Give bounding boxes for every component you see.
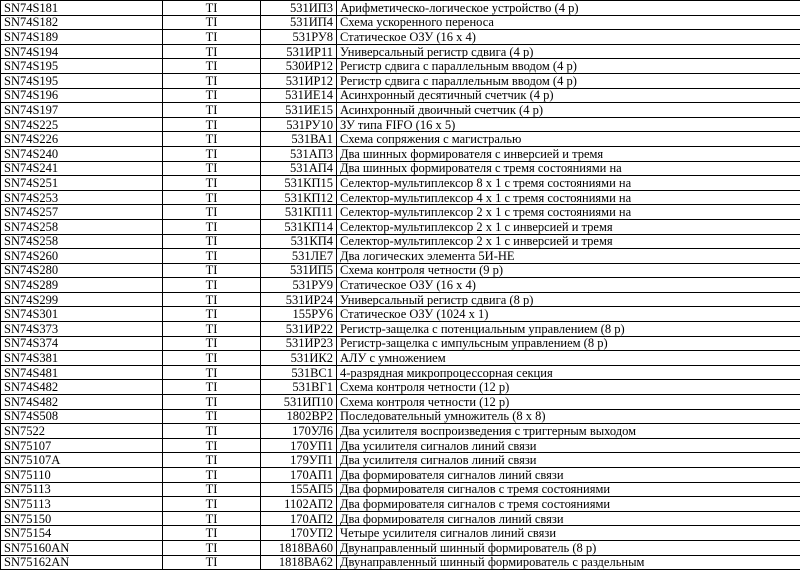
manufacturer-cell: TI — [163, 511, 261, 526]
part-number-cell: SN74S373 — [1, 322, 163, 337]
table-row — [1, 161, 800, 176]
part-number-cell: SN75107A — [1, 453, 163, 468]
analog-cell: 1818ВА60 — [261, 540, 337, 555]
description-cell: Два логических элемента 5И-НЕ — [337, 249, 800, 264]
analog-cell: 170УП2 — [261, 526, 337, 541]
manufacturer-cell: TI — [163, 205, 261, 220]
manufacturer-cell: TI — [163, 468, 261, 483]
part-number-cell: SN74S189 — [1, 30, 163, 45]
part-number-cell: SN74S301 — [1, 307, 163, 322]
manufacturer-cell: TI — [163, 219, 261, 234]
manufacturer-cell: TI — [163, 365, 261, 380]
manufacturer-cell: TI — [163, 176, 261, 191]
table-row — [1, 482, 800, 497]
part-number-cell: SN74S257 — [1, 205, 163, 220]
manufacturer-cell: TI — [163, 249, 261, 264]
analog-cell: 170УП1 — [261, 438, 337, 453]
analog-cell: 531КП4 — [261, 234, 337, 249]
analog-cell: 170УЛ6 — [261, 424, 337, 439]
analog-cell: 531ИК2 — [261, 351, 337, 366]
analog-cell: 531ИП4 — [261, 15, 337, 30]
manufacturer-cell: TI — [163, 322, 261, 337]
part-number-cell: SN74S195 — [1, 59, 163, 74]
description-cell: Регистр сдвига с параллельным вводом (4 р) — [337, 73, 800, 88]
analog-cell: 531АП3 — [261, 146, 337, 161]
description-cell: Статическое ОЗУ (16 x 4) — [337, 30, 800, 45]
manufacturer-cell: TI — [163, 307, 261, 322]
description-cell: Статическое ОЗУ (16 x 4) — [337, 278, 800, 293]
manufacturer-cell: TI — [163, 278, 261, 293]
description-cell: Четыре усилителя сигналов линий связи — [337, 526, 800, 541]
manufacturer-cell: TI — [163, 409, 261, 424]
description-cell: Селектор-мультиплексор 4 x 1 с тремя состояниями на — [337, 190, 800, 205]
manufacturer-cell: TI — [163, 59, 261, 74]
table-row — [1, 30, 800, 45]
manufacturer-cell: TI — [163, 424, 261, 439]
description-cell: Двунаправленный шинный формирователь с раздельным — [337, 555, 800, 570]
description-cell: Схема сопряжения с магистралью — [337, 132, 800, 147]
part-number-cell: SN75113 — [1, 497, 163, 512]
table-row — [1, 322, 800, 337]
table-row — [1, 307, 800, 322]
table-row — [1, 103, 800, 118]
manufacturer-cell: TI — [163, 88, 261, 103]
analog-cell: 155АП5 — [261, 482, 337, 497]
description-cell: Два усилителя воспроизведения с триггерным выходом — [337, 424, 800, 439]
description-cell: Асинхронный десятичный счетчик (4 р) — [337, 88, 800, 103]
table-row — [1, 409, 800, 424]
table-row — [1, 278, 800, 293]
description-cell: Универсальный регистр сдвига (8 р) — [337, 292, 800, 307]
description-cell: Селектор-мультиплексор 8 x 1 с тремя состояниями на — [337, 176, 800, 191]
description-cell: Регистр-защелка с потенциальным управлением (8 р) — [337, 322, 800, 337]
manufacturer-cell: TI — [163, 263, 261, 278]
description-cell: Два формирователя сигналов линий связи — [337, 468, 800, 483]
table-row — [1, 424, 800, 439]
part-number-cell: SN74S197 — [1, 103, 163, 118]
analog-cell: 531АП4 — [261, 161, 337, 176]
manufacturer-cell: TI — [163, 234, 261, 249]
manufacturer-cell: TI — [163, 161, 261, 176]
analog-cell: 155РУ6 — [261, 307, 337, 322]
table-row — [1, 190, 800, 205]
manufacturer-cell: TI — [163, 30, 261, 45]
analog-cell: 531ВА1 — [261, 132, 337, 147]
part-number-cell: SN74S481 — [1, 365, 163, 380]
manufacturer-cell: TI — [163, 117, 261, 132]
description-cell: Статическое ОЗУ (1024 x 1) — [337, 307, 800, 322]
part-number-cell: SN74S240 — [1, 146, 163, 161]
part-number-cell: SN74S253 — [1, 190, 163, 205]
analog-cell: 531ЛЕ7 — [261, 249, 337, 264]
manufacturer-cell: TI — [163, 482, 261, 497]
table-row — [1, 380, 800, 395]
analog-cell: 531КП11 — [261, 205, 337, 220]
analog-cell: 531РУ10 — [261, 117, 337, 132]
manufacturer-cell: TI — [163, 438, 261, 453]
manufacturer-cell: TI — [163, 351, 261, 366]
manufacturer-cell: TI — [163, 190, 261, 205]
manufacturer-cell: TI — [163, 146, 261, 161]
analog-cell: 531ИР24 — [261, 292, 337, 307]
manufacturer-cell: TI — [163, 555, 261, 570]
table-row — [1, 1, 800, 16]
description-cell: Два шинных формирователя с инверсией и тремя — [337, 146, 800, 161]
analog-cell: 531ИЕ14 — [261, 88, 337, 103]
table-row — [1, 263, 800, 278]
part-number-cell: SN74S280 — [1, 263, 163, 278]
table-row — [1, 336, 800, 351]
table-row — [1, 497, 800, 512]
table-row — [1, 44, 800, 59]
description-cell: Регистр сдвига с параллельным вводом (4 р) — [337, 59, 800, 74]
part-number-cell: SN74S225 — [1, 117, 163, 132]
part-number-cell: SN74S258 — [1, 219, 163, 234]
part-number-cell: SN75160AN — [1, 540, 163, 555]
description-cell: 4-разрядная микропроцессорная секция — [337, 365, 800, 380]
description-cell: Селектор-мультиплексор 2 x 1 с инверсией и тремя — [337, 219, 800, 234]
part-number-cell: SN74S251 — [1, 176, 163, 191]
part-number-cell: SN74S258 — [1, 234, 163, 249]
manufacturer-cell: TI — [163, 44, 261, 59]
table-row — [1, 555, 800, 570]
table-row — [1, 526, 800, 541]
table-row — [1, 438, 800, 453]
table-row — [1, 453, 800, 468]
manufacturer-cell: TI — [163, 73, 261, 88]
analog-cell: 531ВС1 — [261, 365, 337, 380]
table-row — [1, 132, 800, 147]
table-row — [1, 292, 800, 307]
table-row — [1, 88, 800, 103]
table-row — [1, 540, 800, 555]
description-cell: Два формирователя сигналов с тремя состояниями — [337, 497, 800, 512]
table-row — [1, 117, 800, 132]
part-number-cell: SN75154 — [1, 526, 163, 541]
description-cell: Два усилителя сигналов линий связи — [337, 438, 800, 453]
part-number-cell: SN74S195 — [1, 73, 163, 88]
manufacturer-cell: TI — [163, 292, 261, 307]
description-cell: Арифметическо-логическое устройство (4 р) — [337, 1, 800, 16]
part-number-cell: SN75150 — [1, 511, 163, 526]
manufacturer-cell: TI — [163, 453, 261, 468]
part-number-cell: SN74S289 — [1, 278, 163, 293]
part-number-cell: SN74S482 — [1, 380, 163, 395]
part-number-cell: SN74S182 — [1, 15, 163, 30]
table-body — [1, 1, 800, 570]
manufacturer-cell: TI — [163, 380, 261, 395]
analog-cell: 170АП2 — [261, 511, 337, 526]
part-number-cell: SN74S181 — [1, 1, 163, 16]
description-cell: Последовательный умножитель (8 x 8) — [337, 409, 800, 424]
description-cell: Два формирователя сигналов линий связи — [337, 511, 800, 526]
part-number-cell: SN74S299 — [1, 292, 163, 307]
analog-cell: 531ИР22 — [261, 322, 337, 337]
description-cell: Асинхронный двоичный счетчик (4 р) — [337, 103, 800, 118]
analog-cell: 179УП1 — [261, 453, 337, 468]
table-row — [1, 395, 800, 410]
part-number-cell: SN74S194 — [1, 44, 163, 59]
description-cell: Двунаправленный шинный формирователь (8 р) — [337, 540, 800, 555]
table-row — [1, 15, 800, 30]
description-cell: Селектор-мультиплексор 2 x 1 с тремя состояниями на — [337, 205, 800, 220]
description-cell: АЛУ с умножением — [337, 351, 800, 366]
part-number-cell: SN74S508 — [1, 409, 163, 424]
part-number-cell: SN75162AN — [1, 555, 163, 570]
part-number-cell: SN74S260 — [1, 249, 163, 264]
description-cell: Схема ускоренного переноса — [337, 15, 800, 30]
analog-cell: 531ИП5 — [261, 263, 337, 278]
manufacturer-cell: TI — [163, 497, 261, 512]
table-row — [1, 205, 800, 220]
table-row — [1, 468, 800, 483]
table-row — [1, 365, 800, 380]
table-row — [1, 146, 800, 161]
analog-cell: 1802ВР2 — [261, 409, 337, 424]
description-cell: Селектор-мультиплексор 2 x 1 с инверсией и тремя — [337, 234, 800, 249]
analog-cell: 531ИР12 — [261, 73, 337, 88]
table-row — [1, 249, 800, 264]
analog-cell: 531ИЕ15 — [261, 103, 337, 118]
description-cell: Схема контроля четности (9 р) — [337, 263, 800, 278]
analog-cell: 1818ВА62 — [261, 555, 337, 570]
part-number-cell: SN75107 — [1, 438, 163, 453]
part-number-cell: SN75110 — [1, 468, 163, 483]
description-cell: Два шинных формирователя с тремя состояниями на — [337, 161, 800, 176]
description-cell: Два формирователя сигналов с тремя состояниями — [337, 482, 800, 497]
manufacturer-cell: TI — [163, 132, 261, 147]
part-number-cell: SN7522 — [1, 424, 163, 439]
analog-cell: 531КП12 — [261, 190, 337, 205]
analog-cell: 531ИР23 — [261, 336, 337, 351]
description-cell: ЗУ типа FIFO (16 x 5) — [337, 117, 800, 132]
analog-cell: 531КП15 — [261, 176, 337, 191]
analog-cell: 531РУ9 — [261, 278, 337, 293]
table-row — [1, 234, 800, 249]
description-cell: Универсальный регистр сдвига (4 р) — [337, 44, 800, 59]
analog-cell: 531РУ8 — [261, 30, 337, 45]
part-number-cell: SN74S374 — [1, 336, 163, 351]
manufacturer-cell: TI — [163, 1, 261, 16]
analog-cell: 531ИР11 — [261, 44, 337, 59]
analog-cell: 531ИП10 — [261, 395, 337, 410]
table-row — [1, 511, 800, 526]
description-cell: Схема контроля четности (12 р) — [337, 380, 800, 395]
analog-cell: 1102АП2 — [261, 497, 337, 512]
manufacturer-cell: TI — [163, 526, 261, 541]
table-row — [1, 351, 800, 366]
analog-cell: 531ИП3 — [261, 1, 337, 16]
analog-cell: 530ИР12 — [261, 59, 337, 74]
manufacturer-cell: TI — [163, 540, 261, 555]
manufacturer-cell: TI — [163, 103, 261, 118]
part-number-cell: SN74S226 — [1, 132, 163, 147]
manufacturer-cell: TI — [163, 15, 261, 30]
analog-cell: 170АП1 — [261, 468, 337, 483]
analog-cell: 531КП14 — [261, 219, 337, 234]
part-number-cell: SN74S381 — [1, 351, 163, 366]
table-row — [1, 73, 800, 88]
description-cell: Два усилителя сигналов линий связи — [337, 453, 800, 468]
table-row — [1, 176, 800, 191]
part-number-cell: SN74S196 — [1, 88, 163, 103]
part-number-cell: SN74S482 — [1, 395, 163, 410]
description-cell: Схема контроля четности (12 р) — [337, 395, 800, 410]
manufacturer-cell: TI — [163, 336, 261, 351]
table-row — [1, 59, 800, 74]
part-number-cell: SN74S241 — [1, 161, 163, 176]
analog-cell: 531ВГ1 — [261, 380, 337, 395]
manufacturer-cell: TI — [163, 395, 261, 410]
table-row — [1, 219, 800, 234]
part-number-cell: SN75113 — [1, 482, 163, 497]
description-cell: Регистр-защелка с импульсным управлением (8 р) — [337, 336, 800, 351]
